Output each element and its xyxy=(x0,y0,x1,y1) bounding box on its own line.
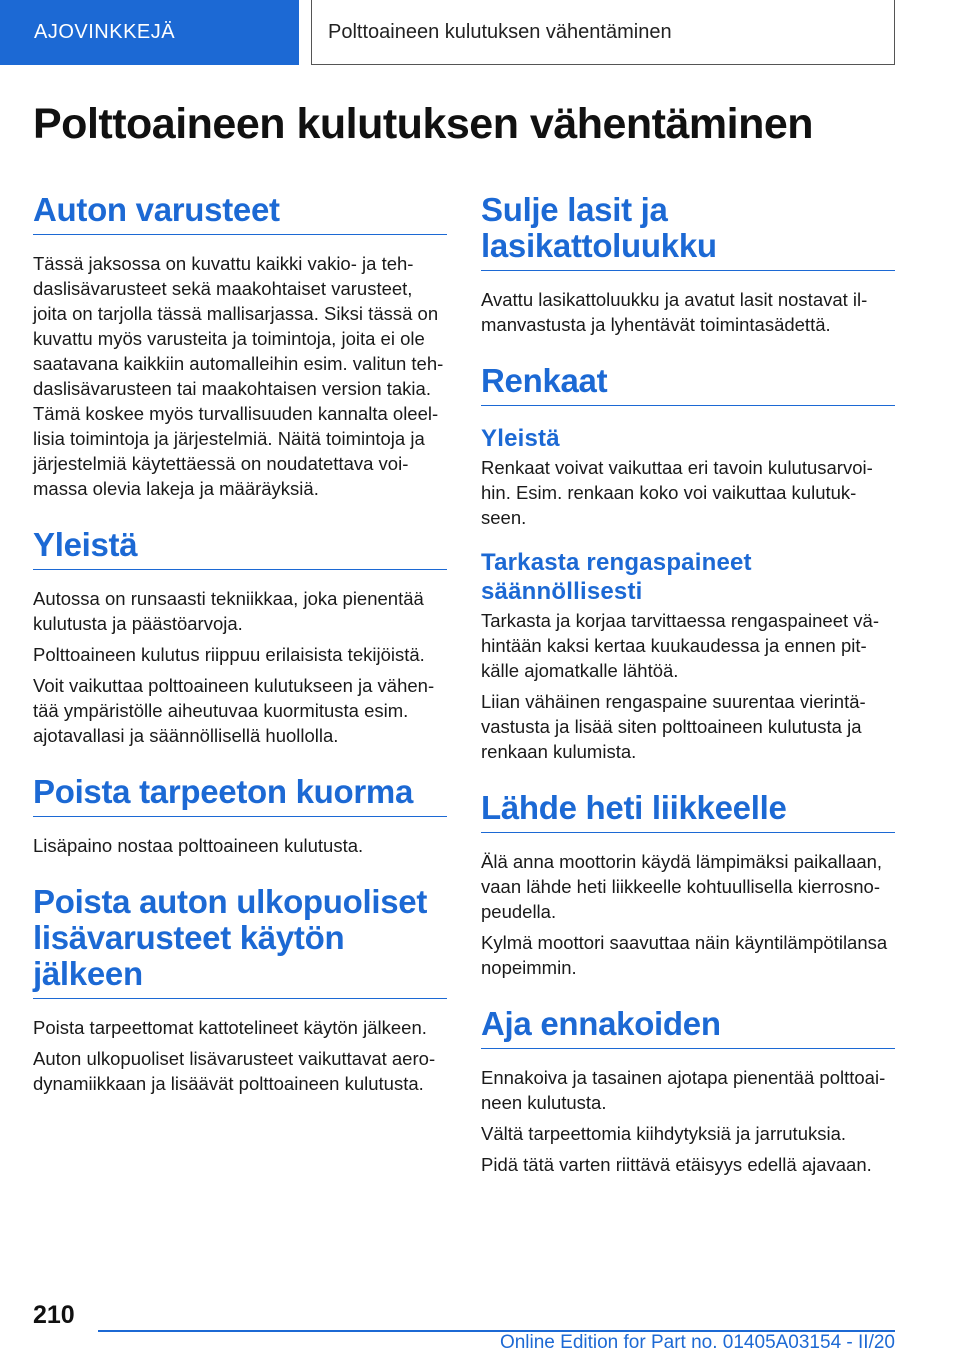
heading-poista-ulkopuoliset-lisavarusteet: Poista auton ulkopuoliset lisävarusteet käytön jälkeen xyxy=(33,884,447,999)
heading-poista-tarpeeton-kuorma: Poista tarpeeton kuorma xyxy=(33,774,447,817)
section-header: Polttoaineen kulutuksen vähentäminen xyxy=(311,0,895,65)
heading-lahde-heti-liikkeelle: Lähde heti liikkeelle xyxy=(481,790,895,833)
heading-aja-ennakoiden: Aja ennakoiden xyxy=(481,1006,895,1049)
paragraph: Voit vaikuttaa polttoaineen kulutukseen ja vähentää ympäristölle aiheutuvaa kuormitusta esim. ajotavallasi ja säännöllisellä huollolla. xyxy=(33,675,435,746)
heading-auton-varusteet: Auton varusteet xyxy=(33,192,447,235)
paragraph: Kylmä moottori saavuttaa näin käyntilämpötilansa nopeimmin. xyxy=(481,932,888,978)
paragraph: Lisäpaino nostaa polttoaineen kulutusta. xyxy=(33,835,364,856)
paragraph: Vältä tarpeettomia kiihdytyksiä ja jarrutuksia. xyxy=(481,1123,847,1144)
paragraph: Autossa on runsaasti tekniikkaa, joka pienentää kulutusta ja päästöarvoja. xyxy=(33,588,424,634)
chapter-tab: AJOVINKKEJÄ xyxy=(0,0,299,65)
heading-yleista: Yleistä xyxy=(33,527,447,570)
paragraph: Älä anna moottorin käydä lämpimäksi paikallaan, vaan lähde heti liikkeelle kohtuullisella kierrosnopeudella. xyxy=(481,851,883,922)
page-number: 210 xyxy=(33,1301,75,1329)
edition-link[interactable]: Online Edition for Part no. 01405A03154 - II/20 xyxy=(499,1332,895,1353)
paragraph: Polttoaineen kulutus riippuu erilaisista tekijöistä. xyxy=(33,644,425,665)
paragraph: Poista tarpeettomat kattotelineet käytön jälkeen. xyxy=(33,1017,427,1038)
paragraph: Liian vähäinen rengaspaine suurentaa vierintävastusta ja lisää siten polttoaineen kulutusta ja renkaan kulumista. xyxy=(481,691,866,762)
paragraph: Ennakoiva ja tasainen ajotapa pienentää polttoaineen kulutusta. xyxy=(481,1067,886,1113)
subheading-tarkasta-rengaspaineet: Tarkasta rengaspaineet säännöllisesti xyxy=(481,549,752,605)
paragraph: Renkaat voivat vaikuttaa eri tavoin kulutusarvoihin. Esim. renkaan koko voi vaikuttaa kulutukseen. xyxy=(481,457,873,528)
page-title: Polttoaineen kulutuksen vähentäminen xyxy=(33,100,814,148)
paragraph: Avattu lasikattoluukku ja avatut lasit nostavat ilmanvastusta ja lyhentävät toimintasädettä. xyxy=(481,289,868,335)
paragraph: Tarkasta ja korjaa tarvittaessa rengaspaineet vähintään kaksi kertaa kuukaudessa ja ennen pitkälle ajomatkalle lähtöä. xyxy=(481,610,879,681)
subheading-yleista: Yleistä xyxy=(481,425,560,452)
heading-renkaat: Renkaat xyxy=(481,363,895,406)
paragraph: Tässä jaksossa on kuvattu kaikki vakio- ja tehdaslisävarusteet sekä maakohtaiset varusteet, joita on tarjolla tässä mallisarjassa. Siksi tässä on kuvattu myös varusteita ja toimintoja, joita ei ole saatavana kaikkiin automalleihin esim. valitun tehdaslisävarusteen tai maakohtaisen version takia. Tämä koskee myös turvallisuuden kannalta oleellisia toimintoja ja järjestelmiä. Näitä toimintoja ja järjestelmiä käytettäessä on noudatettava voimassa olevia lakeja ja määräyksiä. xyxy=(33,253,444,499)
left-column xyxy=(33,192,447,1096)
right-column xyxy=(481,192,895,1177)
paragraph: Auton ulkopuoliset lisävarusteet vaikuttavat aerodynamiikkaan ja lisäävät polttoaineen kulutusta. xyxy=(33,1048,436,1094)
heading-sulje-lasit: Sulje lasit ja lasikattoluukku xyxy=(481,192,895,271)
paragraph: Pidä tätä varten riittävä etäisyys edellä ajavaan. xyxy=(481,1154,872,1175)
